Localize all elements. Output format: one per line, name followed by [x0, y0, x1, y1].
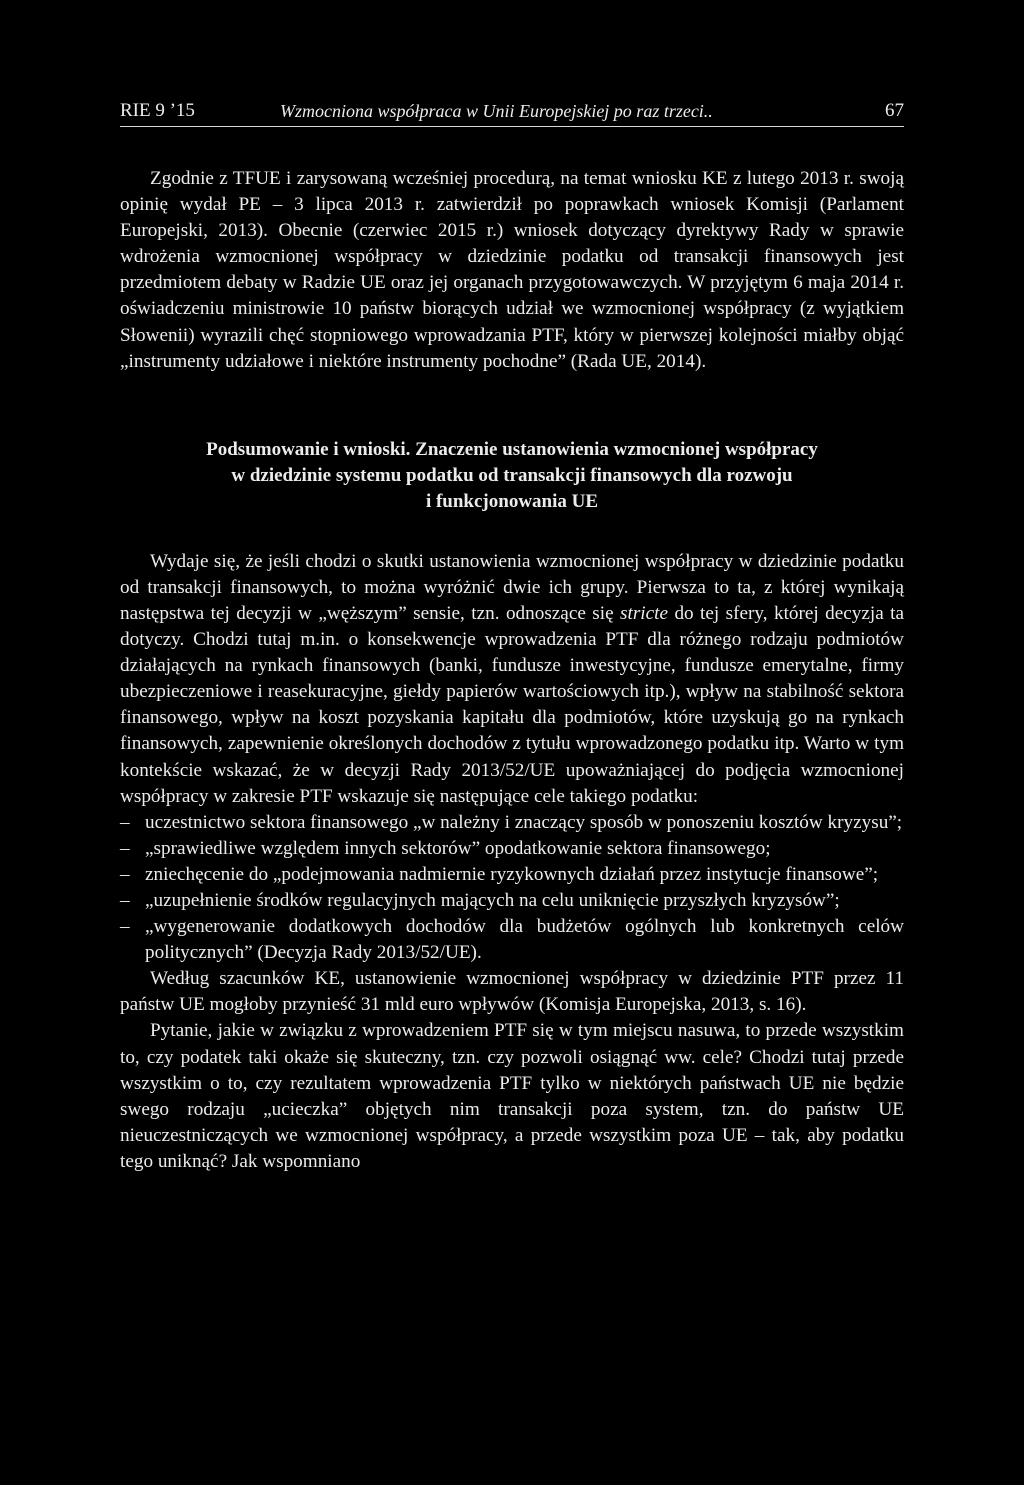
section-heading-line: i funkcjonowania UE [425, 490, 599, 512]
intro-paragraph: Zgodnie z TFUE i zarysowaną wcześniej procedurą, na temat wniosku KE z lutego 2013 r. swoją opinię wydał PE – 3 lipca 2013 r. zatwierdził po poprawkach wniosek Komisji (Parlament Europejski, 2013). Obecnie (czerwiec 2015 r.) wniosek dotyczący dyrektywy Rady w sprawie wdrożenia wzmocnionej współpracy w dziedzinie podatku od transakcji finansowych jest przedmiotem debaty w Radzie UE oraz jej organach przygotowawczych. W przyjętym 6 maja 2014 r. oświadczeniu ministrowie 10 państw biorących udział we wzmocnionej współpracy (z wyjątkiem Słowenii) wyrazili chęć stopniowego wprowadzania PTF, który w pierwszej kolejności miałby objąć „instrumenty udziałowe i niektóre instrumenty pochodne” (Rada UE, 2014). [120, 168, 904, 372]
dash-marker: – [120, 863, 130, 885]
journal-issue: RIE 9 ’15 [120, 100, 195, 121]
running-header [120, 96, 904, 127]
list-item-text: zniechęcenie do „podejmowania nadmiernie ryzykownych działań przez instytucje finansowe”; [145, 863, 879, 885]
list-item-text: „sprawiedliwe względem innych sektorów” opodatkowanie sektora finansowego; [145, 837, 771, 859]
page-number: 67 [885, 100, 904, 121]
list-item [120, 810, 904, 836]
dash-marker: – [120, 889, 130, 911]
list-item-text: „uzupełnienie środków regulacyjnych mających na celu uniknięcie przyszłych kryzysów”; [145, 889, 840, 911]
body-paragraph [120, 549, 904, 810]
dash-marker: – [120, 837, 130, 859]
list-item [120, 836, 904, 862]
section-heading-line: w dziedzinie systemu podatku od transakcji finansowych dla rozwoju [231, 464, 793, 486]
body-text: do tej sfery, której decyzja ta dotyczy. Chodzi tutaj m.in. o konsekwencje wprowadzenia PTF dla różnego rodzaju podmiotów działających na rynkach finansowych (banki, fundusze inwestycyjne, fundusze emerytalne, firmy ubezpieczeniowe i reasekuracyjne, giełdy papierów wartościowych itp.), wpływ na stabilność sektora finansowego, wpływ na koszt pozyskania kapitału dla podmiotów, które uzyskują go na rynkach finansowych, zapewnienie określonych dochodów z tytułu wprowadzonego podatku itp. Warto w tym kontekście wskazać, że w decyzji Rady 2013/52/UE upoważniającej do podjęcia wzmocnionej współpracy w zakresie PTF wskazuje się następujące cele takiego podatku: [120, 602, 905, 807]
list-item-text: uczestnictwo sektora finansowego „w należny i znaczący sposób w ponoszeniu kosztów kryzysu”; [145, 811, 903, 833]
question-paragraph: Pytanie, jakie w związku z wprowadzeniem PTF się w tym miejscu nasuwa, to przede wszystkim to, czy podatek taki okaże się skuteczny, tzn. czy pozwoli osiągnąć ww. cele? Chodzi tutaj przede wszystkim o to, czy rezultatem wprowadzenia PTF tylko w niektórych państwach UE nie będzie swego rodzaju „ucieczka” objętych nim transakcji poza system, tzn. do państw UE nieuczestniczących we wzmocnionej współpracy, a przede wszystkim poza UE – tak, aby podatku tego uniknąć? Jak wspomniano [120, 1020, 904, 1172]
goals-list [120, 810, 904, 967]
dash-marker: – [120, 916, 130, 938]
list-item [120, 914, 904, 966]
body-text: Wydaje się, że jeśli chodzi o skutki ustanowienia wzmocnionej współpracy w dziedzinie podatku od transakcji finansowych, to można wyróżnić dwie ich grupy. Pierwsza to ta, z której wynikają następstwa tej decyzji w „węższym” sensie, tzn. odnoszące się [120, 550, 904, 624]
estimate-paragraph: Według szacunków KE, ustanowienie wzmocnionej współpracy w dziedzinie PTF przez 11 państw UE mogłoby przynieść 31 mld euro wpływów (Komisja Europejska, 2013, s. 16). [120, 968, 904, 1016]
dash-marker: – [120, 811, 130, 833]
italic-term: stricte [620, 602, 668, 624]
list-item [120, 888, 904, 914]
page [120, 96, 904, 1175]
section-heading [120, 437, 904, 515]
list-item-text: „wygenerowanie dodatkowych dochodów dla budżetów ogólnych lub konkretnych celów politycznych” (Decyzja Rady 2013/52/UE). [145, 916, 904, 964]
section-heading-line: Podsumowanie i wnioski. Znaczenie ustanowienia wzmocnionej współpracy [206, 438, 818, 460]
list-item [120, 862, 904, 888]
article-title: Wzmocniona współpraca w Unii Europejskiej po raz trzeci.. [280, 101, 713, 121]
